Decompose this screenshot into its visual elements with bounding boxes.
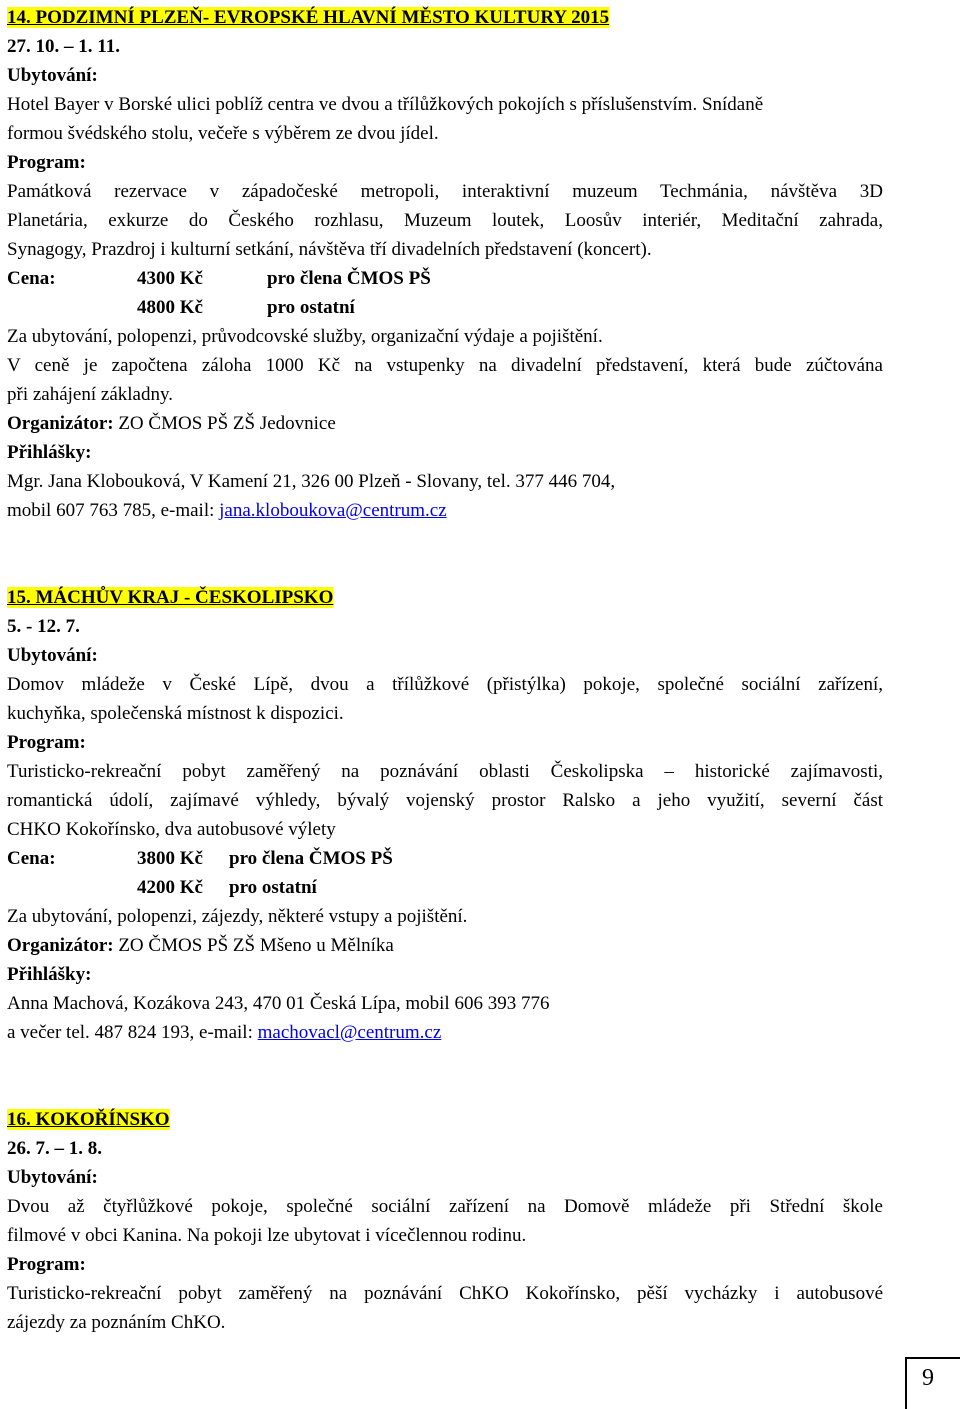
section-15-cena-label: Cena: xyxy=(7,848,56,869)
section-16-date: 26. 7. – 1. 8. xyxy=(7,1138,102,1159)
section-15-price-2-for: pro ostatní xyxy=(229,877,317,898)
section-15-organizator-value: ZO ČMOS PŠ ZŠ Mšeno u Mělníka xyxy=(118,935,394,956)
section-16-ubytovani-line-2: filmové v obci Kanina. Na pokoji lze ubytovat i vícečlennou rodinu. xyxy=(7,1225,527,1246)
section-15-organizator xyxy=(7,931,883,960)
section-14 xyxy=(7,3,883,32)
section-15-ubytovani-line-1: Domov mládeže v České Lípě, dvou a třílůžkové (přistýlka) pokoje, společné sociální zařízení, xyxy=(7,674,883,695)
section-16-program-label: Program: xyxy=(7,1254,86,1275)
section-15-contact-line-1: Anna Machová, Kozákova 243, 470 01 Česká Lípa, mobil 606 393 776 xyxy=(7,993,550,1014)
section-16-program-line-2: zájezdy za poznáním ChKO. xyxy=(7,1312,226,1333)
section-14-contact-line-1: Mgr. Jana Klobouková, V Kamení 21, 326 00 Plzeň - Slovany, tel. 377 446 704, xyxy=(7,471,616,492)
section-15-ubytovani-line-2: kuchyňka, společenská místnost k dispozici. xyxy=(7,703,344,724)
page-number: 9 xyxy=(922,1365,934,1391)
section-14-contact-line-2 xyxy=(7,496,883,525)
section-14-ubytovani-line-1: Hotel Bayer v Borské ulici poblíž centra ve dvou a třílůžkových pokojích s příslušenstvím. Snídaně xyxy=(7,94,764,115)
section-14-program-label: Program: xyxy=(7,152,86,173)
section-14-note-line-2: při zahájení základny. xyxy=(7,384,173,405)
section-14-email-link[interactable]: jana.kloboukova@centrum.cz xyxy=(219,500,447,521)
section-16-ubytovani-label: Ubytování: xyxy=(7,1167,98,1188)
section-14-organizator xyxy=(7,409,883,438)
section-15-program-line-3: CHKO Kokořínsko, dva autobusové výlety xyxy=(7,819,336,840)
section-14-cena-label: Cena: xyxy=(7,268,56,289)
section-14-date: 27. 10. – 1. 11. xyxy=(7,36,120,57)
section-16 xyxy=(7,1105,883,1134)
section-15-program-label: Program: xyxy=(7,732,86,753)
section-15-price-1: 3800 Kč xyxy=(137,848,203,869)
section-14-program-line-1: Památková rezervace v západočeské metropoli, interaktivní muzeum Techmánia, návštěva 3D xyxy=(7,181,883,202)
section-14-price-row-2 xyxy=(7,293,883,322)
section-15 xyxy=(7,583,883,612)
section-14-prihlasky-label: Přihlášky: xyxy=(7,442,92,463)
section-15-contact-prefix: a večer tel. 487 824 193, e-mail: xyxy=(7,1022,258,1043)
section-15-contact-line-2 xyxy=(7,1018,883,1047)
section-15-price-row-1 xyxy=(7,844,883,873)
section-14-program-line-2: Planetária, exkurze do Českého rozhlasu, Muzeum loutek, Loosův interiér, Meditační zahrada, xyxy=(7,210,883,231)
section-15-email-link[interactable]: machovacl@centrum.cz xyxy=(257,1022,442,1043)
section-14-price-row-1 xyxy=(7,264,883,293)
section-14-price-1: 4300 Kč xyxy=(137,268,203,289)
section-14-includes: Za ubytování, polopenzi, průvodcovské služby, organizační výdaje a pojištění. xyxy=(7,326,603,347)
section-15-price-2: 4200 Kč xyxy=(137,877,203,898)
section-15-ubytovani-label: Ubytování: xyxy=(7,645,98,666)
section-14-title: 14. PODZIMNÍ PLZEŇ- EVROPSKÉ HLAVNÍ MĚSTO KULTURY 2015 xyxy=(7,7,610,28)
section-14-organizator-label: Organizátor: xyxy=(7,413,114,434)
section-15-date: 5. - 12. 7. xyxy=(7,616,80,637)
section-15-price-row-2 xyxy=(7,873,883,902)
document-page xyxy=(7,3,883,1337)
section-14-price-2-for: pro ostatní xyxy=(267,297,355,318)
section-14-ubytovani-label: Ubytování: xyxy=(7,65,98,86)
section-14-note-line-1: V ceně je započtena záloha 1000 Kč na vstupenky na divadelní představení, která bude zúčtována xyxy=(7,355,883,376)
section-14-ubytovani-line-2: formou švédského stolu, večeře s výběrem ze dvou jídel. xyxy=(7,123,439,144)
section-14-price-2: 4800 Kč xyxy=(137,297,203,318)
section-14-program-line-3: Synagogy, Prazdroj i kulturní setkání, návštěva tří divadelních představení (koncert). xyxy=(7,239,652,260)
section-16-ubytovani-line-1: Dvou až čtyřlůžkové pokoje, společné sociální zařízení na Domově mládeže při Střední škole xyxy=(7,1196,883,1217)
section-14-contact-prefix: mobil 607 763 785, e-mail: xyxy=(7,500,220,521)
section-15-price-1-for: pro člena ČMOS PŠ xyxy=(229,848,393,869)
section-15-prihlasky-label: Přihlášky: xyxy=(7,964,92,985)
section-15-title: 15. MÁCHŮV KRAJ - ČESKOLIPSKO xyxy=(7,587,334,608)
section-16-program-line-1: Turisticko-rekreační pobyt zaměřený na poznávání ChKO Kokořínsko, pěší vycházky i autobusové xyxy=(7,1283,883,1304)
section-16-title: 16. KOKOŘÍNSKO xyxy=(7,1109,170,1130)
section-15-program-line-1: Turisticko-rekreační pobyt zaměřený na poznávání oblasti Českolipska – historické zajímavosti, xyxy=(7,761,883,782)
section-15-program-line-2: romantická údolí, zajímavé výhledy, bývalý vojenský prostor Ralsko a jeho využití, severní část xyxy=(7,790,883,811)
section-14-price-1-for: pro člena ČMOS PŠ xyxy=(267,268,431,289)
section-15-includes: Za ubytování, polopenzi, zájezdy, některé vstupy a pojištění. xyxy=(7,906,468,927)
section-14-organizator-value: ZO ČMOS PŠ ZŠ Jedovnice xyxy=(118,413,336,434)
section-15-organizator-label: Organizátor: xyxy=(7,935,114,956)
